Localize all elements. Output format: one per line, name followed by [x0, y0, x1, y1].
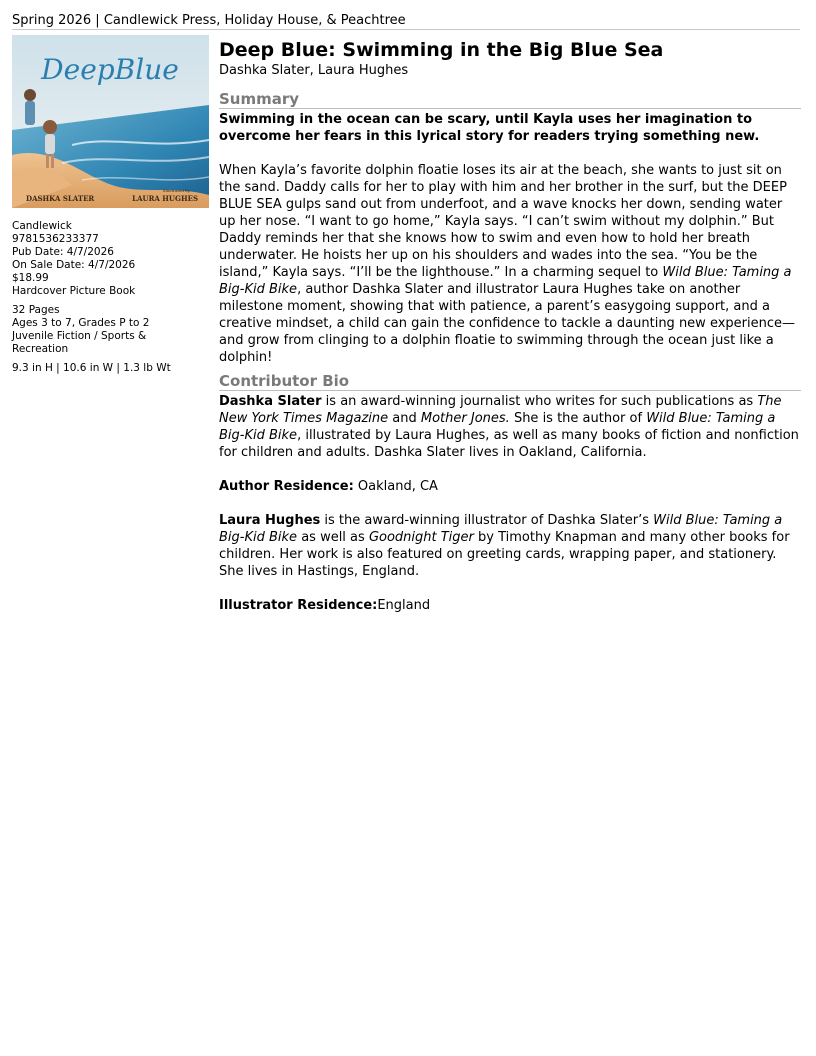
book-metadata [12, 220, 202, 375]
book-title: Deep Blue: Swimming in the Big Blue Sea [219, 39, 664, 61]
book-cover-image [12, 35, 209, 208]
book-details [219, 38, 801, 614]
illustrator-bio: Laura Hughes is the award-winning illustrator of Dashka Slater’s Wild Blue: Taming a Big-Kid Bike as well as Goodnight Tiger by Timothy Knapman and many other books for children. Her work is also featured on greeting cards, wrapping paper, and stationery. She lives in Hastings, England. [219, 513, 790, 579]
author-residence: Author Residence: Oakland, CA [219, 479, 438, 494]
category: Juvenile Fiction / Sports & Recreation [12, 330, 147, 355]
isbn: 9781536233377 [12, 233, 99, 245]
summary-lead: Swimming in the ocean can be scary, until Kayla uses her imagination to overcome her fears in this lyrical story for readers trying something new. [219, 112, 760, 144]
summary-body: When Kayla’s favorite dolphin floatie loses its air at the beach, she wants to just sit on the sand. Daddy calls for her to play with him and her brother in the surf, but the DEEP BLUE SEA gulps sand out from underfoot, and a wave knocks her down, sending water up her nose. “I want to go home,” Kayla says. “I can’t swim without my dolphin.” But Daddy reminds her that she knows how to swim and even how to hold her breath underwater. He hoists her up on his shoulders and wades into the sea. “You be the island,” Kayla says. “I’ll be the lighthouse.” In a charming sequel to Wild Blue: Taming a Big-Kid Bike, author Dashka Slater and illustrator Laura Hughes take on another milestone moment, showing that with patience, a parent’s easygoing support, and a creative mindset, a child can gain the confidence to tackle a daunting new experience—and grow from clinging to a dolphin floatie to swimming through the ocean just like a dolphin! [219, 163, 795, 365]
contributor-bio-heading: Contributor Bio [219, 372, 801, 391]
summary-heading: Summary [219, 90, 801, 109]
format: Hardcover Picture Book [12, 285, 136, 297]
author-bio: Dashka Slater is an award-winning journalist who writes for such publications as The New York Times Magazine and Mother Jones. She is the author of Wild Blue: Taming a Big-Kid Bike, illustrated by Laura Hughes, as well as many books of fiction and nonfiction for children and adults. Dashka Slater lives in Oakland, California. [219, 394, 799, 460]
page-count: 32 Pages [12, 304, 60, 316]
summary-book-reference: Wild Blue: Taming a Big-Kid Bike [219, 265, 792, 297]
publisher: Candlewick [12, 220, 72, 232]
age-range: Ages 3 to 7, Grades P to 2 [12, 317, 150, 329]
cover-illustrated-by-text: illustrated by [163, 188, 190, 193]
author-name: Dashka Slater [219, 394, 322, 409]
catalog-header: Spring 2026 | Candlewick Press, Holiday House, & Peachtree [12, 13, 800, 30]
dimensions: 9.3 in H | 10.6 in W | 1.3 lb Wt [12, 362, 171, 374]
illustrator-residence: Illustrator Residence:England [219, 598, 431, 613]
on-sale-date: On Sale Date: 4/7/2026 [12, 259, 136, 271]
pub-date: Pub Date: 4/7/2026 [12, 246, 114, 258]
illustrator-name: Laura Hughes [219, 513, 321, 528]
cover-illustrator-text: LAURA HUGHES [132, 194, 198, 203]
cover-author-text: DASHKA SLATER [26, 194, 95, 203]
cover-title-art: DeepBlue [41, 53, 179, 86]
book-authors: Dashka Slater, Laura Hughes [219, 63, 409, 78]
price: $18.99 [12, 272, 49, 284]
